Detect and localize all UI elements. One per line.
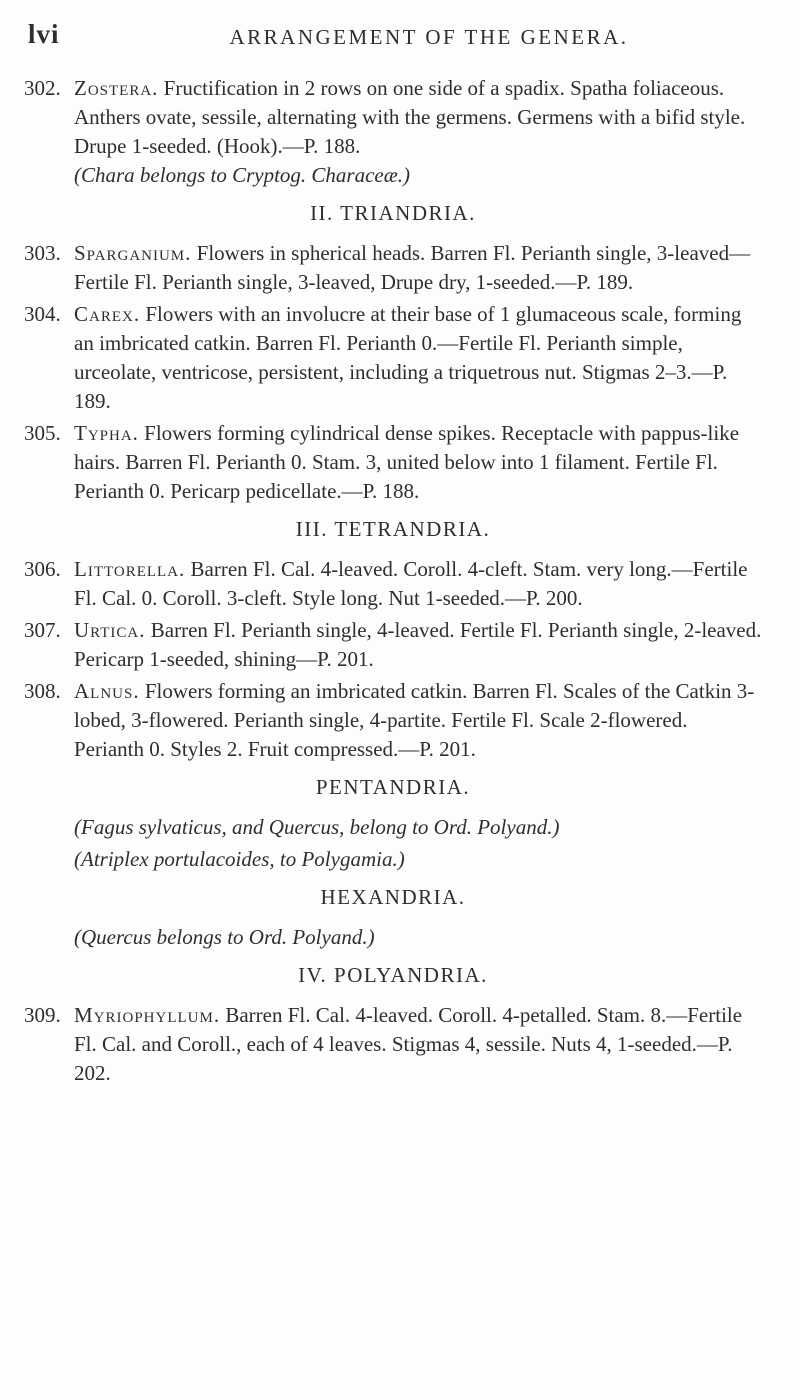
- entry-text: Barren Fl. Cal. 4-leaved. Coroll. 4-petalled. Stam. 8.—Fertile Fl. Cal. and Coroll., each of 4 leaves. Stigmas 4, sessile. Nuts 4, 1-seeded.—P. 202.: [74, 1003, 743, 1085]
- entry-text: Flowers forming an imbricated catkin. Barren Fl. Scales of the Catkin 3-lobed, 3-flowered. Perianth single, 4-partite. Fertile Fl. Scale 2-flowered. Perianth 0. Styles 2. Fruit compressed.—P. 201.: [74, 679, 755, 761]
- entry-number: 306.: [24, 557, 61, 581]
- entry-number: 303.: [24, 241, 61, 265]
- page-header: [28, 20, 760, 54]
- genus-name: Littorella.: [74, 557, 186, 581]
- entry-number: 305.: [24, 421, 61, 445]
- genus-entry-305: [24, 419, 762, 506]
- section-heading-triandria: II. TRIANDRIA.: [310, 201, 476, 225]
- genus-name: Zostera.: [74, 76, 159, 100]
- pentandria-note-atriplex: (Atriplex portulacoides, to Polygamia.): [74, 847, 405, 871]
- entry-number: 308.: [24, 679, 61, 703]
- section-heading-polyandria: IV. POLYANDRIA.: [298, 963, 488, 987]
- entry-number: 302.: [24, 76, 61, 100]
- entry-number: 309.: [24, 1003, 61, 1027]
- cross-reference-note: (Chara belongs to Cryptog. Characeæ.): [74, 163, 410, 187]
- hexandria-note-quercus: (Quercus belongs to Ord. Polyand.): [74, 925, 375, 949]
- entry-text: Fructification in 2 rows on one side of a spadix. Spatha foliaceous. Anthers ovate, sessile, alternating with the germens. Germens with a bifid style. Drupe 1-seeded. (Hook).—P. 188.: [74, 76, 746, 158]
- running-title: ARRANGEMENT OF THE GENERA.: [229, 25, 629, 49]
- genus-entry-306: [24, 555, 762, 613]
- genus-name: Typha.: [74, 421, 139, 445]
- pentandria-note-fagus: (Fagus sylvaticus, and Quercus, belong to Ord. Polyand.): [74, 815, 560, 839]
- entry-number: 304.: [24, 302, 61, 326]
- page-body: [24, 74, 762, 1091]
- entry-text: Flowers forming cylindrical dense spikes. Receptacle with pappus-like hairs. Barren Fl. Perianth 0. Stam. 3, united below into 1 filament. Fertile Fl. Perianth 0. Pericarp pedicellate.—P. 188.: [74, 421, 740, 503]
- genus-name: Alnus.: [74, 679, 140, 703]
- genus-name: Urtica.: [74, 618, 146, 642]
- genus-name: Sparganium.: [74, 241, 192, 265]
- section-heading-tetrandria: III. TETRANDRIA.: [295, 517, 491, 541]
- section-heading-hexandria: HEXANDRIA.: [320, 885, 466, 909]
- entry-text: Flowers with an involucre at their base of 1 glumaceous scale, forming an imbricated catkin. Barren Fl. Perianth 0.—Fertile Fl. Perianth simple, urceolate, ventricose, persistent, including a triquetrous nut. Stigmas 2–3.—P. 189.: [74, 302, 742, 413]
- genus-entry-309: [24, 1001, 762, 1088]
- section-heading-pentandria: PENTANDRIA.: [315, 775, 471, 799]
- genus-entry-307: [24, 616, 762, 674]
- genus-name: Carex.: [74, 302, 141, 326]
- genus-entry-302: [24, 74, 762, 190]
- entry-number: 307.: [24, 618, 61, 642]
- genus-entry-304: [24, 300, 762, 416]
- entry-text: Flowers in spherical heads. Barren Fl. Perianth single, 3-leaved—Fertile Fl. Perianth single, 3-leaved, Drupe dry, 1-seeded.—P. 189.: [74, 241, 751, 294]
- genus-entry-303: [24, 239, 762, 297]
- page-number: lvi: [28, 19, 60, 49]
- genus-name: Myriophyllum.: [74, 1003, 221, 1027]
- genus-entry-308: [24, 677, 762, 764]
- entry-text: Barren Fl. Cal. 4-leaved. Coroll. 4-cleft. Stam. very long.—Fertile Fl. Cal. 0. Coroll. 3-cleft. Style long. Nut 1-seeded.—P. 200.: [74, 557, 748, 610]
- entry-text: Barren Fl. Perianth single, 4-leaved. Fertile Fl. Perianth single, 2-leaved. Pericarp 1-seeded, shining—P. 201.: [74, 618, 762, 671]
